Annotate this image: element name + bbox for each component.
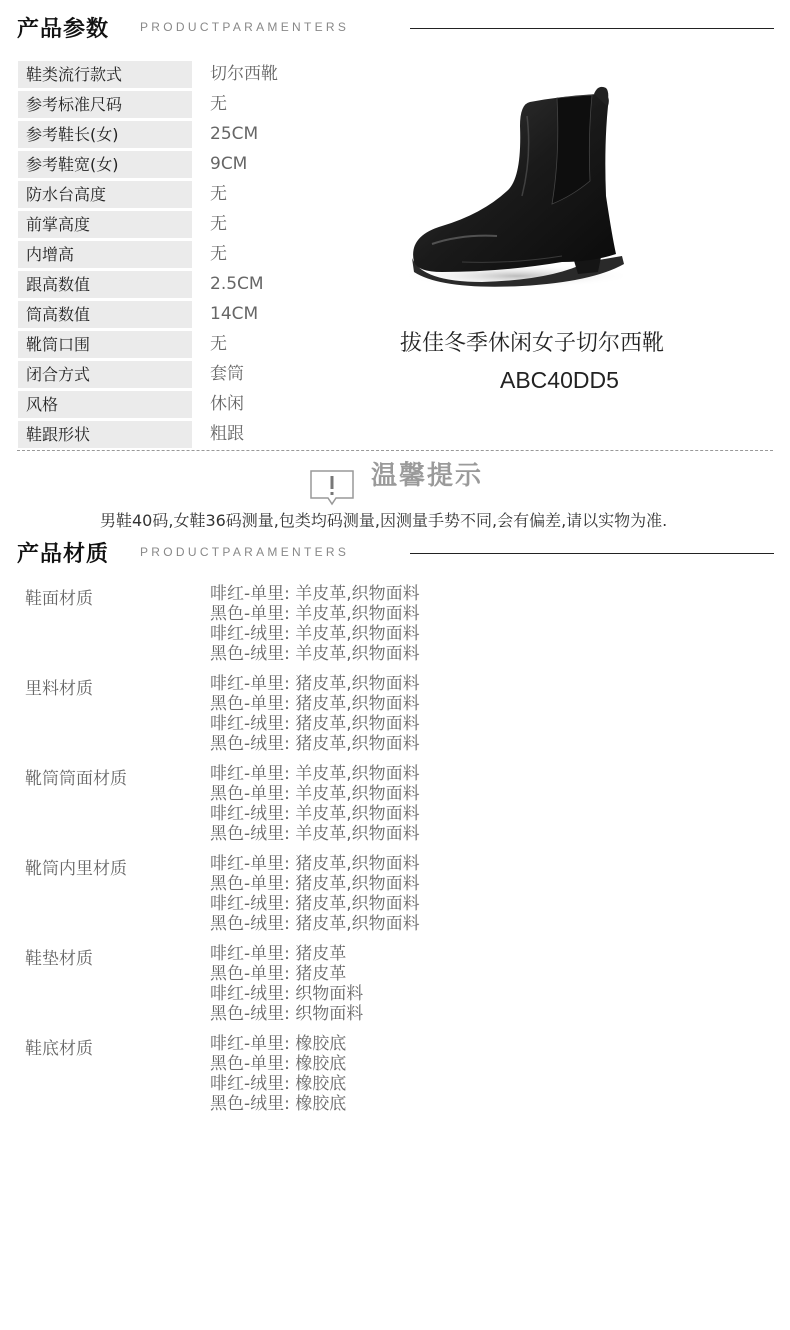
material-line: 黑色-绒里: 羊皮革,织物面料 <box>210 644 420 664</box>
param-value: 9CM <box>210 154 248 174</box>
material-line: 黑色-单里: 猪皮革,织物面料 <box>210 874 420 894</box>
material-line: 啡红-单里: 猪皮革 <box>210 944 347 964</box>
param-label: 鞋跟形状 <box>18 421 192 448</box>
param-label: 参考标准尺码 <box>18 91 192 118</box>
material-line: 黑色-单里: 橡胶底 <box>210 1054 347 1074</box>
section-header-materials <box>0 533 790 573</box>
dashed-divider <box>17 450 773 451</box>
material-line: 黑色-绒里: 猪皮革,织物面料 <box>210 914 420 934</box>
material-line: 啡红-单里: 猪皮革,织物面料 <box>210 854 420 874</box>
exclamation-speech-bubble-icon <box>310 470 354 506</box>
material-line: 啡红-单里: 羊皮革,织物面料 <box>210 764 420 784</box>
chelsea-boot-photo <box>402 86 642 296</box>
material-label: 鞋垫材质 <box>25 949 93 969</box>
param-label: 参考鞋长(女) <box>18 121 192 148</box>
param-label: 前掌高度 <box>18 211 192 238</box>
param-label: 鞋类流行款式 <box>18 61 192 88</box>
material-line: 黑色-绒里: 羊皮革,织物面料 <box>210 824 420 844</box>
material-line: 黑色-绒里: 橡胶底 <box>210 1094 347 1114</box>
param-label: 闭合方式 <box>18 361 192 388</box>
param-label: 筒高数值 <box>18 301 192 328</box>
param-label: 参考鞋宽(女) <box>18 151 192 178</box>
material-line: 黑色-单里: 羊皮革,织物面料 <box>210 784 420 804</box>
param-value: 无 <box>210 214 227 234</box>
param-value: 14CM <box>210 304 259 324</box>
param-value: 25CM <box>210 124 259 144</box>
section-title: 产品材质 <box>17 542 110 567</box>
param-value: 套筒 <box>210 364 244 384</box>
material-label: 靴筒筒面材质 <box>25 769 127 789</box>
material-line: 啡红-单里: 猪皮革,织物面料 <box>210 674 420 694</box>
material-label: 鞋面材质 <box>25 589 93 609</box>
param-value: 切尔西靴 <box>210 64 278 84</box>
material-line: 黑色-绒里: 织物面料 <box>210 1004 364 1024</box>
notice-title: 温馨提示 <box>371 461 484 491</box>
material-line: 啡红-单里: 羊皮革,织物面料 <box>210 584 420 604</box>
param-value: 粗跟 <box>210 424 244 444</box>
material-line: 啡红-绒里: 猪皮革,织物面料 <box>210 714 420 734</box>
param-value: 休闲 <box>210 394 244 414</box>
material-line: 黑色-单里: 猪皮革 <box>210 964 347 984</box>
material-line: 啡红-单里: 橡胶底 <box>210 1034 347 1054</box>
product-code: ABC40DD5 <box>500 367 619 393</box>
param-label: 内增高 <box>18 241 192 268</box>
param-label: 防水台高度 <box>18 181 192 208</box>
param-label: 风格 <box>18 391 192 418</box>
material-label: 靴筒内里材质 <box>25 859 127 879</box>
product-name: 拔佳冬季休闲女子切尔西靴 <box>400 331 665 356</box>
param-value: 无 <box>210 244 227 264</box>
material-label: 鞋底材质 <box>25 1039 93 1059</box>
section-subtitle: PRODUCTPARAMENTERS <box>140 20 350 34</box>
material-line: 啡红-绒里: 羊皮革,织物面料 <box>210 624 420 644</box>
param-value: 无 <box>210 334 227 354</box>
section-header-params <box>0 8 790 48</box>
material-line: 啡红-绒里: 羊皮革,织物面料 <box>210 804 420 824</box>
section-divider <box>410 28 774 29</box>
material-line: 啡红-绒里: 织物面料 <box>210 984 364 1004</box>
section-subtitle: PRODUCTPARAMENTERS <box>140 545 350 559</box>
material-line: 黑色-单里: 猪皮革,织物面料 <box>210 694 420 714</box>
param-value: 无 <box>210 94 227 114</box>
material-line: 黑色-单里: 羊皮革,织物面料 <box>210 604 420 624</box>
section-title: 产品参数 <box>17 17 110 42</box>
material-label: 里料材质 <box>25 679 93 699</box>
material-line: 啡红-绒里: 猪皮革,织物面料 <box>210 894 420 914</box>
material-line: 啡红-绒里: 橡胶底 <box>210 1074 347 1094</box>
param-label: 跟高数值 <box>18 271 192 298</box>
param-value: 无 <box>210 184 227 204</box>
material-line: 黑色-绒里: 猪皮革,织物面料 <box>210 734 420 754</box>
param-value: 2.5CM <box>210 274 264 294</box>
section-divider <box>410 553 774 554</box>
notice-text: 男鞋40码,女鞋36码测量,包类均码测量,因测量手势不同,会有偏差,请以实物为准. <box>100 511 668 530</box>
param-label: 靴筒口围 <box>18 331 192 358</box>
